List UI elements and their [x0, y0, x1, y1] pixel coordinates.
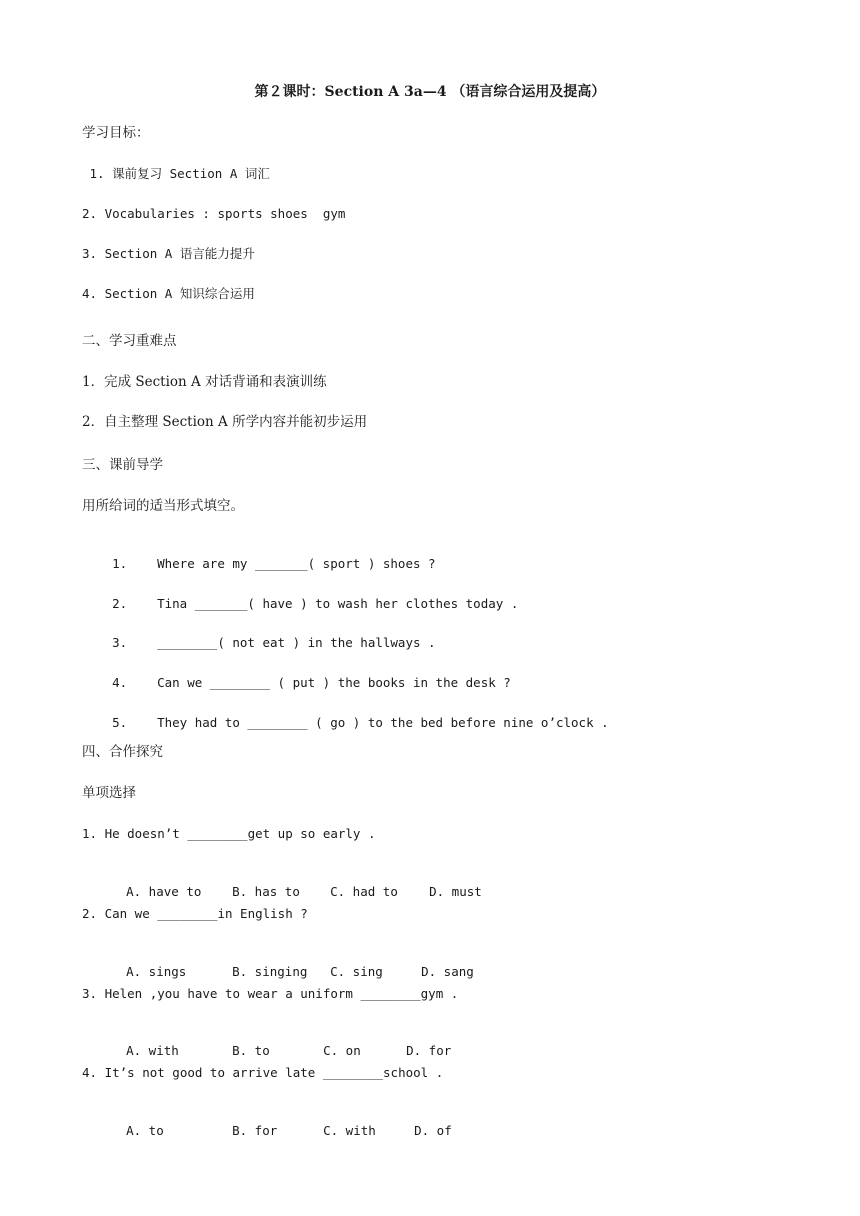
item-text: Where are my _______( sport ) shoes ? — [157, 556, 436, 571]
cooperation-heading: 四、合作探究 — [82, 744, 163, 760]
option-a: A. with — [126, 1043, 179, 1058]
option-c: C. had to — [330, 884, 398, 899]
question-text: 3. Helen ,you have to wear a uniform ________gym . — [82, 986, 459, 1001]
option-a: A. to — [126, 1123, 164, 1138]
question-text: 2. Can we ________in English ? — [82, 906, 308, 921]
fill-blank-item — [82, 696, 609, 750]
key-point-item: 1．完成 Section A 对话背诵和表演训练 — [82, 374, 327, 390]
preview-heading: 三、课前导学 — [82, 457, 163, 473]
item-number: 2. — [112, 596, 128, 611]
option-b: B. for — [232, 1123, 278, 1138]
option-a: A. sings — [126, 964, 187, 979]
option-b: B. singing — [232, 964, 308, 979]
option-d: D. must — [429, 884, 482, 899]
option-a: A. have to — [126, 884, 202, 899]
item-number: 1. — [112, 556, 128, 571]
option-b: B. has to — [232, 884, 300, 899]
objectives-heading: 学习目标： — [82, 125, 150, 141]
page-title: 第２课时：Section A 3a—4 （语言综合运用及提高） — [254, 84, 606, 100]
question-text: 4. It’s not good to arrive late ________school . — [82, 1065, 444, 1080]
objective-item: 2. Vocabularies : sports shoes gym — [82, 206, 346, 221]
cooperation-subheading: 单项选择 — [82, 785, 136, 801]
question-text: 1. He doesn’t ________get up so early . — [82, 826, 376, 841]
key-points-heading: 二、学习重难点 — [82, 333, 177, 349]
option-d: D. for — [406, 1043, 452, 1058]
objective-item: 4. Section A 知识综合运用 — [82, 286, 255, 301]
option-c: C. sing — [330, 964, 383, 979]
question-options — [96, 1104, 452, 1158]
option-b: B. to — [232, 1043, 270, 1058]
item-number: 4. — [112, 675, 128, 690]
item-number: 5. — [112, 715, 128, 730]
item-number: 3. — [112, 635, 128, 650]
item-text: They had to ________ ( go ) to the bed before nine o’clock . — [157, 715, 609, 730]
key-point-item: 2．自主整理 Section A 所学内容并能初步运用 — [82, 414, 368, 430]
option-d: D. sang — [421, 964, 474, 979]
item-text: ________( not eat ) in the hallways . — [157, 635, 436, 650]
objective-item: 1. 课前复习 Section A 词汇 — [82, 166, 270, 181]
option-c: C. with — [323, 1123, 376, 1138]
objective-item: 3. Section A 语言能力提升 — [82, 246, 255, 261]
item-text: Tina _______( have ) to wash her clothes today . — [157, 596, 519, 611]
preview-instruction: 用所给词的适当形式填空。 — [82, 498, 244, 514]
option-c: C. on — [323, 1043, 361, 1058]
item-text: Can we ________ ( put ) the books in the desk ? — [157, 675, 511, 690]
option-d: D. of — [414, 1123, 452, 1138]
